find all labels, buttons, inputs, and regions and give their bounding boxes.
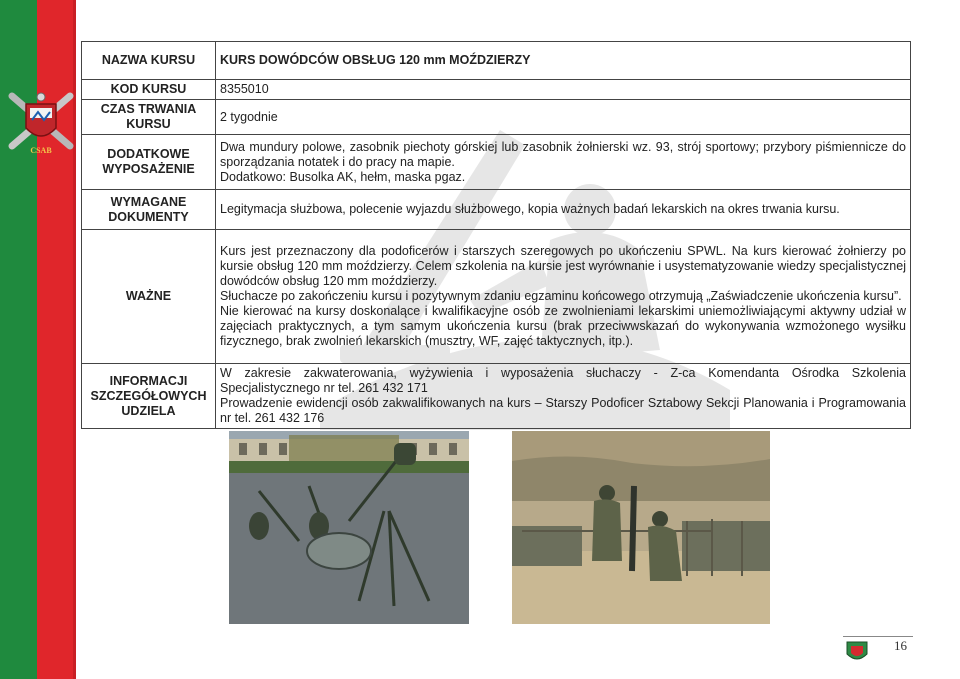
important-line: Nie kierować na kursy doskonalące i kwalifikacyjne osób ze zwolnieniami lekarskimi uniemożliwiającymi aktywny udział w zajęciach praktycznych, a tym samym ukończenia kursu (brak przeciwwskazań do wykonywania wzmożonego wysiłku fizycznego, brak zwolnień lekarskich (musztry, WF, zajęć taktycznych, itp.). (220, 304, 906, 348)
page-number: 16 (894, 638, 907, 653)
important-line: Kurs jest przeznaczony dla podoficerów i starszych szeregowych po ukończeniu SPWL. Na kurs kierować żołnierzy po kursie obsług 120 mm moździerzy. Celem szkolenia na kursie jest wyrównanie i usystematyzowanie wiedzy specjalistycznej dowódców obsług 120 mm moździerzy. (220, 244, 906, 288)
row-course-code (82, 80, 911, 100)
label-documents: WYMAGANE DOKUMENTY (82, 190, 216, 230)
course-info-table (81, 41, 911, 429)
row-course-name (82, 42, 911, 80)
mortar-crew-in-field-photo (512, 431, 770, 624)
value-equipment (216, 135, 911, 190)
label-info: INFORMACJI SZCZEGÓŁOWYCH UDZIELA (82, 364, 216, 429)
label-duration: CZAS TRWANIA KURSU (82, 100, 216, 135)
row-important (82, 230, 911, 364)
csab-emblem-icon (8, 88, 74, 158)
row-documents (82, 190, 911, 230)
mortar-on-parade-ground-photo (229, 431, 469, 624)
row-info (82, 364, 911, 429)
row-duration (82, 100, 911, 135)
label-equipment: DODATKOWE WYPOSAŻENIE (82, 135, 216, 190)
value-course-name: KURS DOWÓDCÓW OBSŁUG 120 mm MOŹDZIERZY (216, 42, 911, 80)
equipment-line: Dwa mundury polowe, zasobnik piechoty górskiej lub zasobnik żołnierski wz. 93, strój sportowy; przybory piśmiennicze do sporządzania notatek i do pracy na mapie. (220, 139, 906, 169)
footer-rule (843, 636, 913, 637)
value-duration: 2 tygodnie (216, 100, 911, 135)
svg-text:CSAB: CSAB (30, 146, 52, 155)
unit-badge-icon (846, 640, 868, 664)
row-equipment (82, 135, 911, 190)
label-course-name: NAZWA KURSU (82, 42, 216, 80)
info-line: Prowadzenie ewidencji osób zakwalifikowanych na kurs – Starszy Podoficer Sztabowy Sekcji Planowania i Programowania nr tel. 261 432 176 (220, 396, 906, 425)
label-important: WAŻNE (82, 230, 216, 364)
label-course-code: KOD KURSU (82, 80, 216, 100)
value-important (216, 230, 911, 364)
info-line: W zakresie zakwaterowania, wyżywienia i wyposażenia słuchaczy - Z-ca Komendanta Ośrodka Szkolenia Specjalistycznego nr tel. 261 432 171 (220, 366, 906, 395)
equipment-line: Dodatkowo: Busolka AK, hełm, maska pgaz. (220, 169, 466, 184)
value-course-code: 8355010 (216, 80, 911, 100)
important-line: Słuchacze po zakończeniu kursu i pozytywnym zdaniu egzaminu końcowego otrzymują „Zaświadczenie ukończenia kursu”. (220, 289, 902, 303)
value-documents: Legitymacja służbowa, polecenie wyjazdu służbowego, kopia ważnych badań lekarskich na okres trwania kursu. (216, 190, 911, 230)
value-info (216, 364, 911, 429)
